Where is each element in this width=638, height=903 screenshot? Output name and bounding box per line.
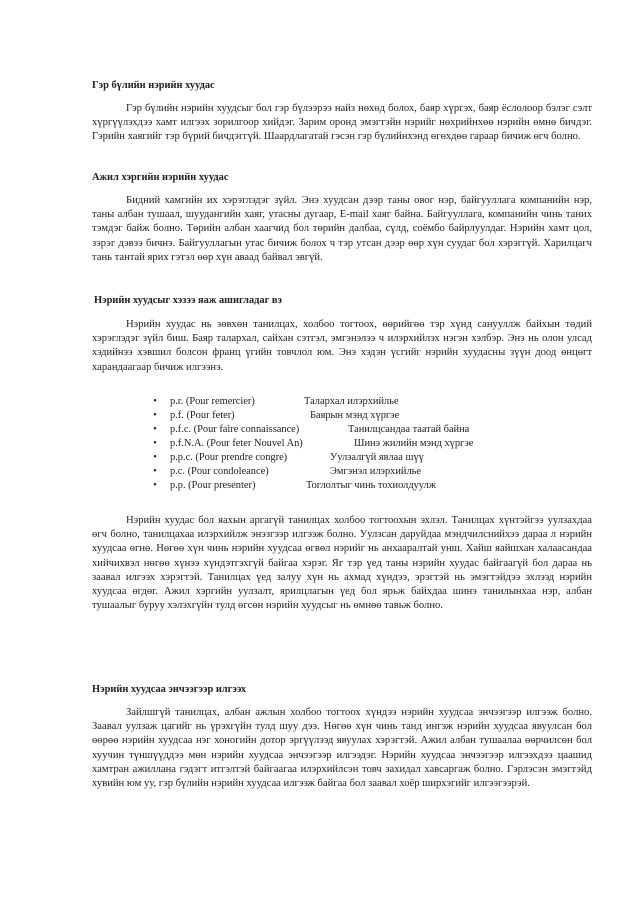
abbreviation-meaning: Тоглолтыг чинь тохиолдуулж xyxy=(306,480,436,491)
abbreviation: p.r. (Pour remercier) xyxy=(170,396,255,407)
section-business-card xyxy=(92,171,592,185)
section-family-card-body xyxy=(92,102,592,145)
section-heading: Ажил хэргийн нэрийн хуудас xyxy=(92,172,229,183)
abbreviation-meaning: Талархал илэрхийлье xyxy=(304,396,399,407)
section-paragraph: Бидний хамгийн их хэрэглэдэг зүйл. Энэ хуудсан дээр таны овог нэр, байгууллага компанийн нэр, таны албан тушаал, шуудангийн хаяг, утасны дугаар, E-mail хаяг байна. Байгууллага, компанийн чинь таних тэмдэг байж болно. Төрийн албан хаагчид бол төрийн далбаа, сүлд, соёмбо байрлуулдаг. Нэрийн хамт цол, зэрэг дэвээ бичнэ. Байгууллагын утас бичиж болох ч тэр утсан дээр өөр хүн суудаг бол хэрэггүй. Харилцагч тань тантай ярих гэтэл өөр хүн аваад байвал эвгүй. xyxy=(92,195,592,263)
section-paragraph: Зайлшгүй танилцах, албан ажлын холбоо тогтоох хүндээ нэрийн хуудсаа энчээгээр илгээж болно. Заавал уулзаж цагийг нь үрэхгүйн тулд шуу дээ. Нөгөө хүн чинь танд ингэж нэрийн хуудсаа явуулсан бол өөрөө нэрийн хуудсаа нэг хоногийн дотор эргүүлээд явуулах хэрэгтэй. Ажил албан тушаалаа өөрчилсөн бол хуучин түншүүддээ мөн нэрийн хуудсаа энчээгээр илгээдэг. Нэрийн хуудсаа энчээгээр илгээхдээ цаашид хамтран ажиллана гэдэгт итгэлтэй байгаагаа илэрхийлсэн товч захидал хавсаргаж болно. Гэрлэсэн эмэгтэйд хувийн юм уу, гэр бүлийн нэрийн хуудсаа илгээж байгаа бол заавал хоёр ширхэгийг илгээгээрэй. xyxy=(92,707,592,790)
section-paragraph: Гэр бүлийн нэрийн хуудсыг бол гэр бүлээрээ найз нөхөд болох, баяр хүргэх, баяр ёслолоор бэлэг сэлт хүргүүлэхдээ хамт илгээх зорилгоор хийдэг. Зарим оронд эмэгтэйн нэрийг нөхрийнхөө нэрийн өмнө бичдэг. Гэрийн хаягийг тэр бүрий бичдэггүй. Шаардлагатай гэсэн гэр бүлийнхэнд өгөхдөө гараар бичиж өгч болно. xyxy=(92,103,592,143)
section-paragraph: Нэрийн хуудас бол яахын аргагүй танилцах холбоо тогтоохын эхлэл. Танилцах хүнтэйгээ уулзахдаа өгч болно, танилцахаа илэрхийлж энэзгээр илгээж болно. Уулзсан даруйдаа мэндчилснийхээ дараа л нэрийн хуудсаа өгнө. Нөгөө хүн чинь нэрийн хуудсаа өгвөл нэрийг нь анхааралтай унш. Хайш яайшхан халаасандаа хийчихвэл нөгөө хүнээ хүндэтгэхгүй байгаа хэрэг. Яг тэр үед таны нэрийн хуудас байгаагүй бол дараа нь заавал илгээх хэрэгтэй. Танилцах үед залуу хүн нь ахмад хүндээ, эрэгтэй нь эмэгтэйдээ эхлээд нэрийн хуудсаа өгдөг. Ажил хэргийн уулзалт, ярилцлагын үед бол ярьж байхдаа шинэ танилынхаа нэр, албан тушаалыг буруу хэлэхгүйн тулд өгсөн нэрийн хуудсыг нь өмнөө тавьж болно. xyxy=(92,515,592,612)
section-family-card xyxy=(92,79,592,93)
section-business-card-body xyxy=(92,194,592,265)
bullet-icon: • xyxy=(153,410,157,421)
abbreviation-meaning: Уулзалгүй явлаа шүү xyxy=(330,452,424,463)
abbreviation-list xyxy=(150,395,570,493)
list-item xyxy=(150,409,570,423)
abbreviation: p.c. (Pour condoleance) xyxy=(170,466,269,477)
abbreviation: p.f. (Pour feter) xyxy=(170,410,235,421)
bullet-icon: • xyxy=(153,466,157,477)
bullet-icon: • xyxy=(153,438,157,449)
list-item xyxy=(150,451,570,465)
bullet-icon: • xyxy=(153,452,157,463)
abbreviation-meaning: Баярын мэнд хүргэе xyxy=(310,410,400,421)
abbreviation-meaning: Эмгэнэл илэрхийлье xyxy=(330,466,422,477)
abbreviation-meaning: Шинэ жилийн мэнд хүргэе xyxy=(354,438,474,449)
bullet-icon: • xyxy=(153,396,157,407)
section-heading: Нэрийн хуудсыг хэзээ яаж ашигладаг вэ xyxy=(94,295,283,306)
abbreviation: p.p.c. (Pour prendre congre) xyxy=(170,452,288,463)
list-item xyxy=(150,423,570,437)
list-item xyxy=(150,437,570,451)
bullet-icon: • xyxy=(153,424,157,435)
bullet-icon: • xyxy=(153,480,157,491)
section-usage xyxy=(94,294,594,308)
section-paragraph: Нэрийн хуудас нь зөвхөн танилцах, холбоо тогтоох, өөрийгөө тэр хүнд санууллж байхын төдий хэрэглэдэг зүйл биш. Баяр талархал, сайхан сэтгэл, эмгэнэлээ ч илэрхийлэх нэгэн хэлбэр. Энэ нь олон улсад хэдийнээ хэвшил болсон франц үгийн товчлол юм. Энэ хэдэн үсгийг нэрийн хуудасны зүүн доод өнцөгт харандаагаар бичиж илгээнэ. xyxy=(92,319,592,373)
section-usage-body xyxy=(92,318,592,375)
list-item xyxy=(150,465,570,479)
section-mail xyxy=(92,683,592,697)
abbreviation: p.f.c. (Pour faire connaissance) xyxy=(170,424,300,435)
abbreviation: p.f.N.A. (Pour feter Nouvel An) xyxy=(170,438,303,449)
section-mail-body xyxy=(92,706,592,791)
section-heading: Гэр бүлийн нэрийн хуудас xyxy=(92,80,215,91)
list-item xyxy=(150,395,570,409)
list-item xyxy=(150,479,570,493)
section-usage-body-2 xyxy=(92,514,592,613)
abbreviation-meaning: Танилцсандаа таатай байна xyxy=(348,424,470,435)
section-heading: Нэрийн хуудсаа энчээгээр илгээх xyxy=(92,684,247,695)
abbreviation: p.p. (Pour presenter) xyxy=(170,480,256,491)
